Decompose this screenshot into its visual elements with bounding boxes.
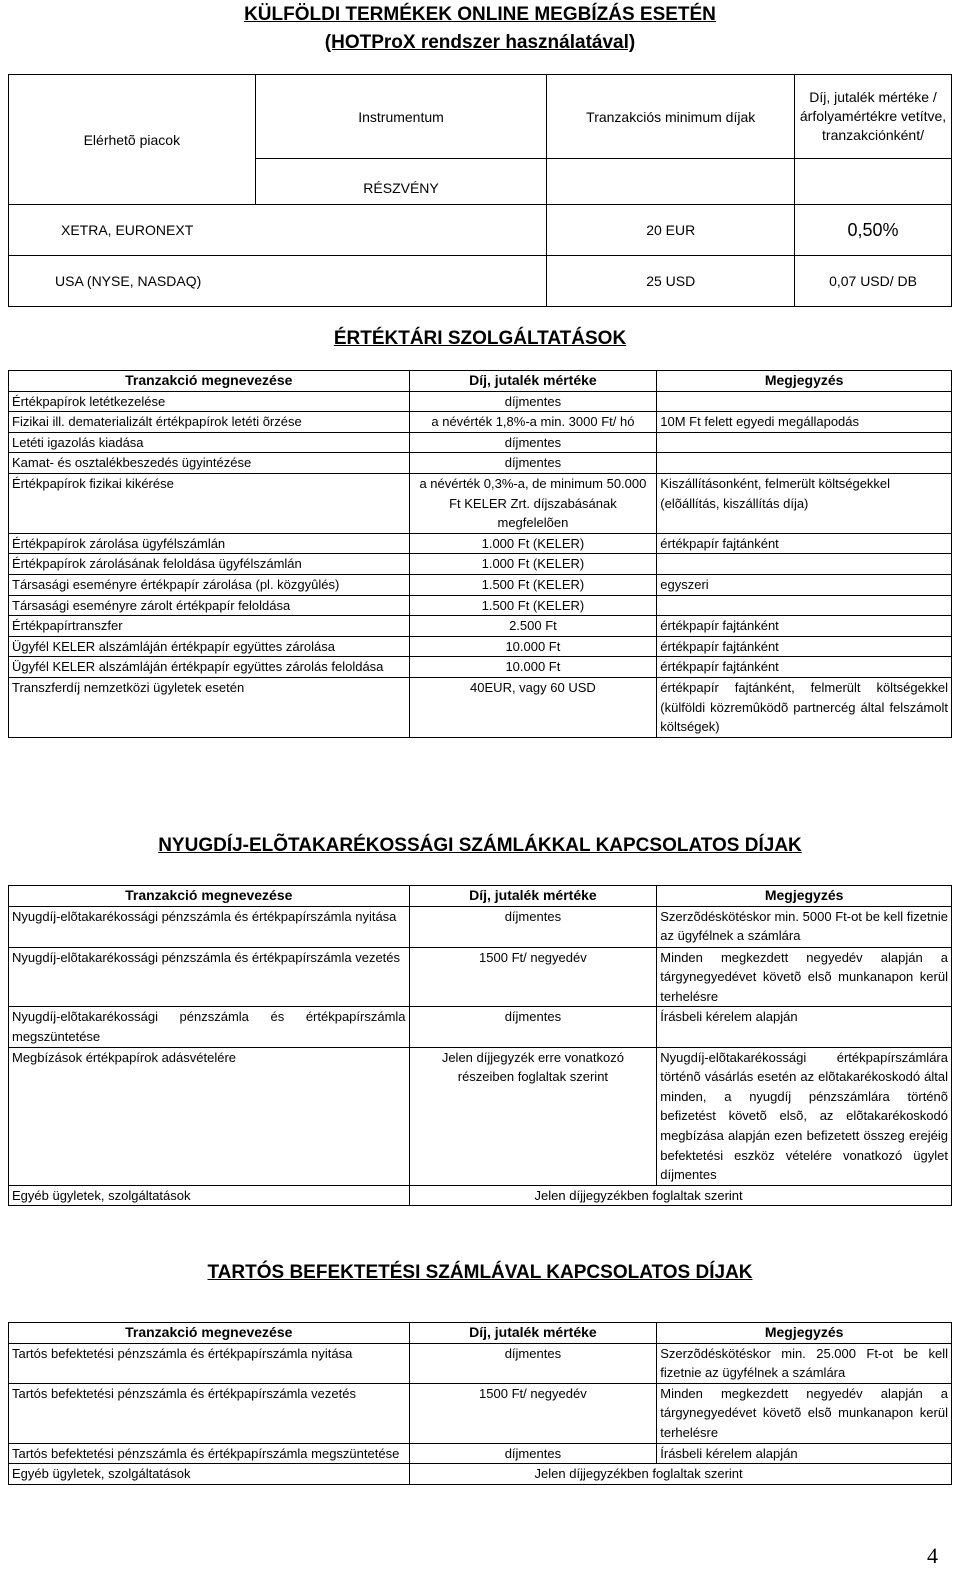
table-row xyxy=(9,554,952,575)
header-name: Tranzakció megnevezése xyxy=(9,1323,410,1344)
row-name: Transzferdíj nemzetközi ügyletek esetén xyxy=(9,677,410,737)
row-fee: díjmentes xyxy=(409,906,657,947)
row-name: Tartós befektetési pénzszámla és értékpapírszámla vezetés xyxy=(9,1383,410,1443)
table-row xyxy=(9,432,952,453)
table-row xyxy=(9,473,952,533)
header-note: Megjegyzés xyxy=(657,886,952,907)
row-name: Egyéb ügyletek, szolgáltatások xyxy=(9,1464,410,1485)
custody-table xyxy=(8,370,952,738)
row-name: Megbízások értékpapírok adásvételére xyxy=(9,1047,410,1185)
row-name: Értékpapírtranszfer xyxy=(9,616,410,637)
row-note: Minden megkezdett negyedév alapján a tárgynegyedévet követõ elsõ munkanapon kerül terhelésre xyxy=(657,1383,952,1443)
row-note: egyszeri xyxy=(657,574,952,595)
table-row xyxy=(9,391,952,412)
row-name: Társasági eseményre értékpapír zárolása (pl. közgyûlés) xyxy=(9,574,410,595)
row-note: Minden megkezdett negyedév alapján a tárgynegyedévet követõ elsõ munkanapon kerül terhelésre xyxy=(657,947,952,1007)
row-fee: 1500 Ft/ negyedév xyxy=(409,947,657,1007)
row-name: Letéti igazolás kiadása xyxy=(9,432,410,453)
fee: 0,50% xyxy=(795,205,952,256)
table-header-row xyxy=(9,1323,952,1344)
row-fee: 1.500 Ft (KELER) xyxy=(409,574,657,595)
longterm-heading: TARTÓS BEFEKTETÉSI SZÁMLÁVAL KAPCSOLATOS DÍJAK xyxy=(207,1262,753,1283)
header-note: Megjegyzés xyxy=(657,371,952,392)
table-row xyxy=(9,595,952,616)
table-row xyxy=(9,1343,952,1383)
table-row xyxy=(9,677,952,737)
page-subtitle: (HOTProX rendszer használatával) xyxy=(324,32,636,53)
table-row xyxy=(9,906,952,947)
row-fee: a névérték 1,8%-a min. 3000 Ft/ hó xyxy=(409,412,657,433)
header-fee: Díj, jutalék mértéke xyxy=(409,886,657,907)
row-note: Írásbeli kérelem alapján xyxy=(657,1007,952,1047)
table-row xyxy=(9,1185,952,1206)
table-row xyxy=(9,412,952,433)
row-fee: 10.000 Ft xyxy=(409,636,657,657)
header-name: Tranzakció megnevezése xyxy=(9,886,410,907)
longterm-table xyxy=(8,1322,952,1485)
table-row xyxy=(9,533,952,554)
header-name: Tranzakció megnevezése xyxy=(9,371,410,392)
table-row xyxy=(9,256,952,307)
row-name: Nyugdíj-elõtakarékossági pénzszámla és értékpapírszámla vezetés xyxy=(9,947,410,1007)
row-note: Kiszállításonként, felmerült költségekkel (elõállítás, kiszállítás díja) xyxy=(657,473,952,533)
row-note: Írásbeli kérelem alapján xyxy=(657,1443,952,1464)
row-fee: 1.000 Ft (KELER) xyxy=(409,554,657,575)
header-note: Megjegyzés xyxy=(657,1323,952,1344)
header-fee: Díj, jutalék mértéke xyxy=(409,1323,657,1344)
table-row xyxy=(9,453,952,474)
header-fee: Díj, jutalék mértéke xyxy=(409,371,657,392)
table-row xyxy=(9,1007,952,1047)
table-row xyxy=(9,205,952,256)
row-note: Szerzõdéskötéskor min. 25.000 Ft-ot be kell fizetnie az ügyfélnek a számlára xyxy=(657,1343,952,1383)
min-fee: 25 USD xyxy=(547,256,795,307)
row-note: 10M Ft felett egyedi megállapodás xyxy=(657,412,952,433)
row-note xyxy=(657,595,952,616)
table-row xyxy=(9,616,952,637)
row-fee: díjmentes xyxy=(409,453,657,474)
header-instrument: Instrumentum xyxy=(255,75,547,159)
row-fee: Jelen díjjegyzék erre vonatkozó részeiben foglaltak szerint xyxy=(409,1047,657,1185)
row-fee: 2.500 Ft xyxy=(409,616,657,637)
row-fee: Jelen díjjegyzékben foglaltak szerint xyxy=(409,1185,951,1206)
row-name: Ügyfél KELER alszámláján értékpapír együttes zárolása xyxy=(9,636,410,657)
row-fee: 10.000 Ft xyxy=(409,657,657,678)
row-fee: Jelen díjjegyzékben foglaltak szerint xyxy=(409,1464,951,1485)
fee: 0,07 USD/ DB xyxy=(795,256,952,307)
row-fee: 1.500 Ft (KELER) xyxy=(409,595,657,616)
row-fee: díjmentes xyxy=(409,391,657,412)
row-note xyxy=(657,391,952,412)
row-note: értékpapír fajtánként xyxy=(657,636,952,657)
row-name: Fizikai ill. dematerializált értékpapírok letéti õrzése xyxy=(9,412,410,433)
row-note: értékpapír fajtánként, felmerült költségekkel (külföldi közremûködõ partnercég által felszámolt költségek) xyxy=(657,677,952,737)
row-fee: díjmentes xyxy=(409,432,657,453)
header-markets: Elérhetõ piacok xyxy=(9,75,256,205)
row-note: értékpapír fajtánként xyxy=(657,616,952,637)
table-row xyxy=(9,947,952,1007)
row-note: Nyugdíj-elõtakarékossági értékpapírszámlára történõ vásárlás esetén az elõtakarékoskodó által minden, a nyugdíj pénzszámlára történõ befizetést követõ elsõ, az elõtakarékoskodó megbízása alapján ezen befizetett összeg erejéig befektetési eszköz vételére vonatkozó ügylet díjmentes xyxy=(657,1047,952,1185)
row-name: Nyugdíj-elõtakarékossági pénzszámla és értékpapírszámla megszüntetése xyxy=(9,1007,410,1047)
row-fee: díjmentes xyxy=(409,1443,657,1464)
table-row xyxy=(9,636,952,657)
row-name: Ügyfél KELER alszámláján értékpapír együttes zárolás feloldása xyxy=(9,657,410,678)
table-row xyxy=(9,1047,952,1185)
custody-heading: ÉRTÉKTÁRI SZOLGÁLTATÁSOK xyxy=(333,328,627,349)
row-fee: a névérték 0,3%-a, de minimum 50.000 Ft KELER Zrt. díjszabásának megfelelõen xyxy=(409,473,657,533)
row-name: Tartós befektetési pénzszámla és értékpapírszámla megszüntetése xyxy=(9,1443,410,1464)
row-fee: 1.000 Ft (KELER) xyxy=(409,533,657,554)
header-fee: Díj, jutalék mértéke /árfolyamértékre vetítve, tranzakciónként/ xyxy=(795,75,952,159)
table-row xyxy=(9,1464,952,1485)
table-row xyxy=(9,657,952,678)
row-name: Egyéb ügyletek, szolgáltatások xyxy=(9,1185,410,1206)
foreign-products-table xyxy=(8,74,952,307)
row-name: Értékpapírok zárolása ügyfélszámlán xyxy=(9,533,410,554)
row-note xyxy=(657,453,952,474)
row-fee: díjmentes xyxy=(409,1343,657,1383)
page-title: KÜLFÖLDI TERMÉKEK ONLINE MEGBÍZÁS ESETÉN xyxy=(244,4,716,25)
row-name: Társasági eseményre zárolt értékpapír feloldása xyxy=(9,595,410,616)
table-row xyxy=(9,574,952,595)
table-header-row xyxy=(9,886,952,907)
table-row xyxy=(9,1443,952,1464)
row-note: értékpapír fajtánként xyxy=(657,533,952,554)
row-name: Értékpapírok letétkezelése xyxy=(9,391,410,412)
stock-label: RÉSZVÉNY xyxy=(255,159,547,205)
table-row xyxy=(9,1383,952,1443)
page-number: 4 xyxy=(927,1543,938,1568)
row-name: Értékpapírok zárolásának feloldása ügyfélszámlán xyxy=(9,554,410,575)
header-min-fee: Tranzakciós minimum díjak xyxy=(547,75,795,159)
row-note: értékpapír fajtánként xyxy=(657,657,952,678)
pension-heading: NYUGDÍJ-ELÕTAKARÉKOSSÁGI SZÁMLÁKKAL KAPCSOLATOS DÍJAK xyxy=(158,835,802,856)
pension-table xyxy=(8,885,952,1206)
row-name: Értékpapírok fizikai kikérése xyxy=(9,473,410,533)
row-fee: 1500 Ft/ negyedév xyxy=(409,1383,657,1443)
table-header-row xyxy=(9,371,952,392)
row-name: Tartós befektetési pénzszámla és értékpapírszámla nyitása xyxy=(9,1343,410,1383)
market-name: USA (NYSE, NASDAQ) xyxy=(9,256,547,307)
min-fee: 20 EUR xyxy=(547,205,795,256)
row-name: Kamat- és osztalékbeszedés ügyintézése xyxy=(9,453,410,474)
row-fee: díjmentes xyxy=(409,1007,657,1047)
row-name: Nyugdíj-elõtakarékossági pénzszámla és értékpapírszámla nyitása xyxy=(9,906,410,947)
row-note xyxy=(657,554,952,575)
row-fee: 40EUR, vagy 60 USD xyxy=(409,677,657,737)
row-note xyxy=(657,432,952,453)
market-name: XETRA, EURONEXT xyxy=(9,205,547,256)
row-note: Szerzõdéskötéskor min. 5000 Ft-ot be kell fizetnie az ügyfélnek a számlára xyxy=(657,906,952,947)
